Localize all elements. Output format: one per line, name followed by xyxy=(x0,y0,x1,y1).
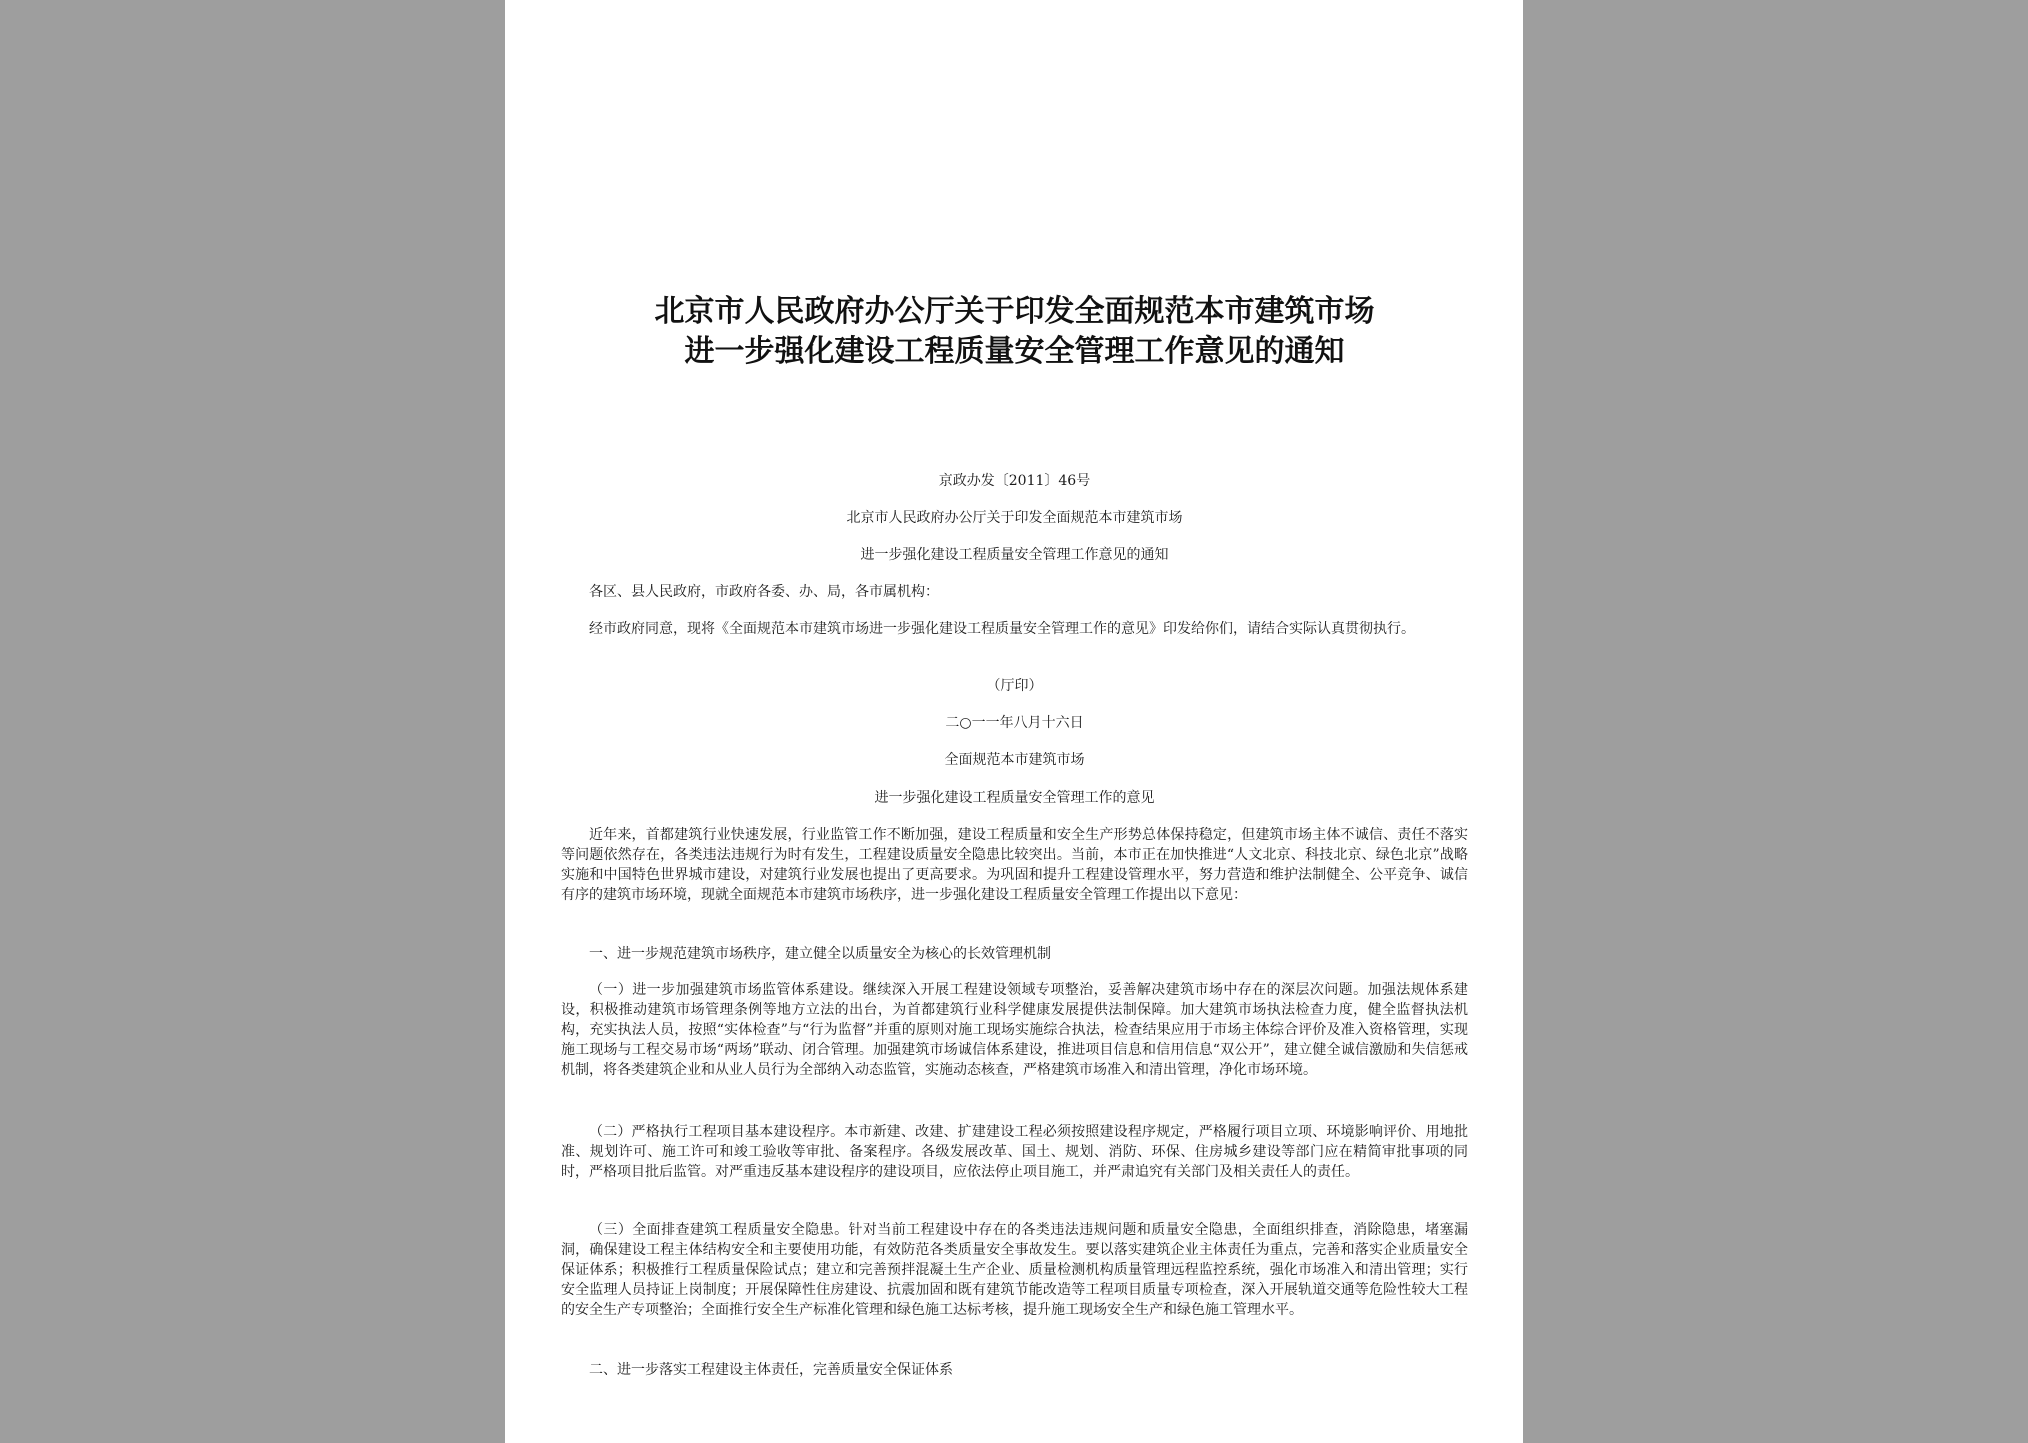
item-2-paragraph: （二）严格执行工程项目基本建设程序。本市新建、改建、扩建建设工程必须按照建设程序规定，严格履行项目立项、环境影响评价、用地批准、规划许可、施工许可和竣工验收等审批、备案程序。各级发展改革、国土、规划、消防、环保、住房城乡建设等部门应在精简审批事项的同时，严格项目批后监管。对严重违反基本建设程序的建设项目，应依法停止项目施工，并严肃追究有关部门及相关责任人的责任。 xyxy=(561,1124,1468,1180)
section-2-heading: 二、进一步落实工程建设主体责任，完善质量安全保证体系 xyxy=(589,1362,953,1378)
intro-paragraph: 经市政府同意，现将《全面规范本市建筑市场进一步强化建设工程质量安全管理工作的意见》印发给你们，请结合实际认真贯彻执行。 xyxy=(589,621,1415,637)
opinion-title-line-1: 全面规范本市建筑市场 xyxy=(944,752,1085,768)
title-line-1: 北京市人民政府办公厅关于印发全面规范本市建筑市场 xyxy=(654,294,1375,329)
document-title xyxy=(561,292,1468,372)
opinion-title-line-2: 进一步强化建设工程质量安全管理工作的意见 xyxy=(874,790,1155,806)
seal-text: （厅印） xyxy=(986,678,1043,694)
document-date: 二○一一年八月十六日 xyxy=(945,715,1084,731)
preamble-paragraph: 近年来，首都建筑行业快速发展，行业监管工作不断加强，建设工程质量和安全生产形势总体保持稳定，但建筑市场主体不诚信、责任不落实等问题依然存在，各类违法违规行为时有发生，工程建设质量安全隐患比较突出。当前，本市正在加快推进“人文北京、科技北京、绿色北京”战略实施和中国特色世界城市建设，对建筑行业发展也提出了更高要求。为巩固和提升工程建设管理水平，努力营造和维护法制健全、公平竞争、诚信有序的建筑市场环境，现就全面规范本市建筑市场秩序，进一步强化建设工程质量安全管理工作提出以下意见： xyxy=(561,827,1468,903)
item-3-paragraph: （三）全面排查建筑工程质量安全隐患。针对当前工程建设中存在的各类违法违规问题和质量安全隐患，全面组织排查，消除隐患，堵塞漏洞，确保建设工程主体结构安全和主要使用功能，有效防范各类质量安全事故发生。要以落实建筑企业主体责任为重点，完善和落实企业质量安全保证体系；积极推行工程质量保险试点；建立和完善预拌混凝土生产企业、质量检测机构质量管理远程监控系统，强化市场准入和清出管理；实行安全监理人员持证上岗制度；开展保障性住房建设、抗震加固和既有建筑节能改造等工程项目质量专项检查，深入开展轨道交通等危险性较大工程的安全生产专项整治；全面推行安全生产标准化管理和绿色施工达标考核，提升施工现场安全生产和绿色施工管理水平。 xyxy=(561,1222,1468,1318)
title-line-2: 进一步强化建设工程质量安全管理工作意见的通知 xyxy=(684,334,1345,369)
sub-title-line-2: 进一步强化建设工程质量安全管理工作意见的通知 xyxy=(860,547,1169,563)
sub-title-line-1: 北京市人民政府办公厅关于印发全面规范本市建筑市场 xyxy=(846,510,1183,526)
section-1-heading: 一、进一步规范建筑市场秩序，建立健全以质量安全为核心的长效管理机制 xyxy=(589,946,1051,962)
item-1-paragraph: （一）进一步加强建筑市场监管体系建设。继续深入开展工程建设领域专项整治，妥善解决建筑市场中存在的深层次问题。加强法规体系建设，积极推动建筑市场管理条例等地方立法的出台，为首都建筑行业科学健康发展提供法制保障。加大建筑市场执法检查力度，健全监督执法机构，充实执法人员，按照“实体检查”与“行为监督”并重的原则对施工现场实施综合执法，检查结果应用于市场主体综合评价及准入资格管理，实现施工现场与工程交易市场“两场”联动、闭合管理。加强建筑市场诚信体系建设，推进项目信息和信用信息“双公开”，建立健全诚信激励和失信惩戒机制，将各类建筑企业和从业人员行为全部纳入动态监管，实施动态核查，严格建筑市场准入和清出管理，净化市场环境。 xyxy=(561,982,1468,1078)
salutation: 各区、县人民政府，市政府各委、办、局，各市属机构： xyxy=(589,584,939,600)
document-page xyxy=(505,0,1523,1443)
document-number: 京政办发〔2011〕46号 xyxy=(938,473,1091,489)
